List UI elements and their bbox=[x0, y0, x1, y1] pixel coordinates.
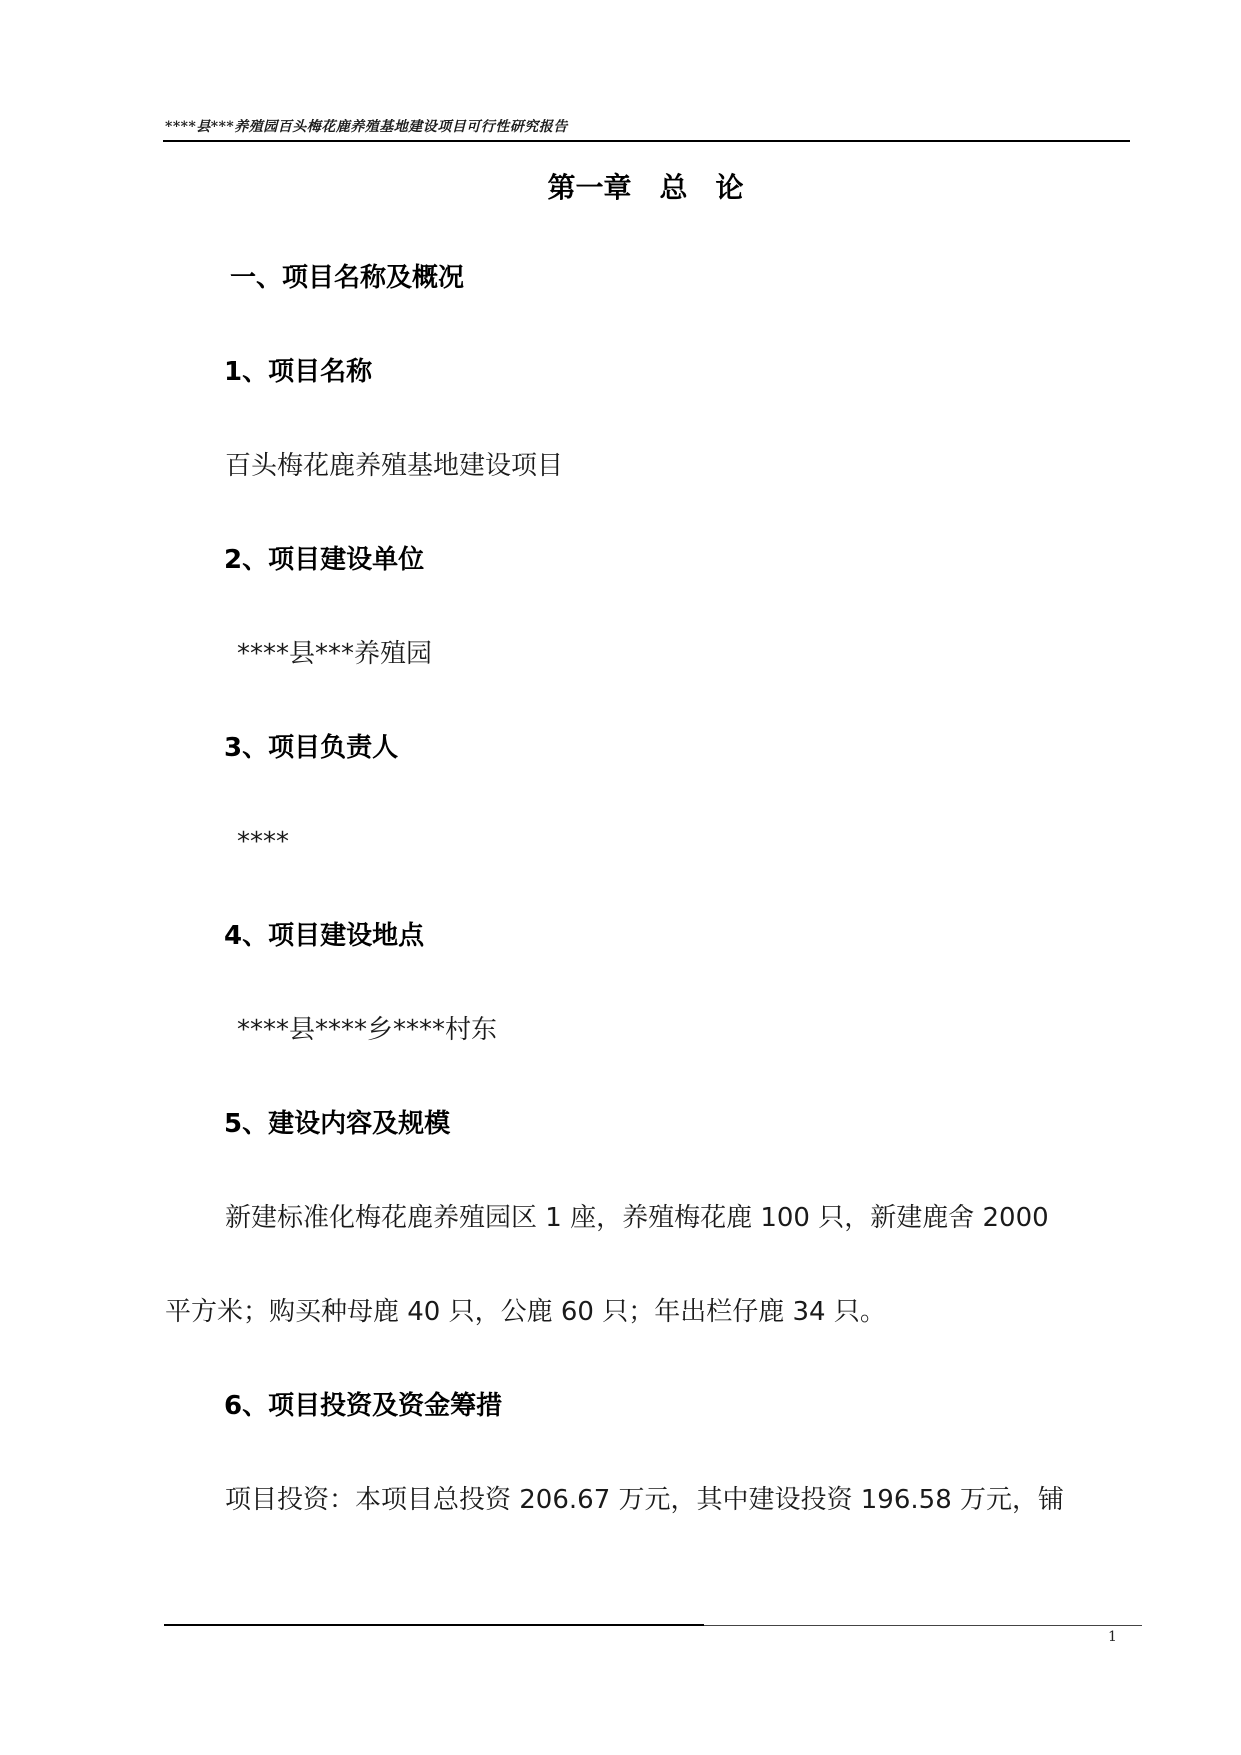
item-text-location: ****县****乡****村东 bbox=[237, 1015, 498, 1045]
footer-rule bbox=[164, 1624, 704, 1626]
item-text-scope-line2: 平方米；购买种母鹿 40 只，公鹿 60 只；年出栏仔鹿 34 只。 bbox=[165, 1297, 886, 1327]
item-text-leader: **** bbox=[237, 827, 289, 857]
footer-rule-thin bbox=[704, 1625, 1142, 1626]
item-heading-leader: 3、项目负责人 bbox=[224, 733, 399, 763]
running-header: ****县***养殖园百头梅花鹿养殖基地建设项目可行性研究报告 bbox=[165, 119, 568, 135]
item-heading-scope: 5、建设内容及规模 bbox=[224, 1109, 451, 1139]
item-heading-investment: 6、项目投资及资金筹措 bbox=[224, 1391, 503, 1421]
page-number: 1 bbox=[1108, 1629, 1117, 1645]
section-heading: 一、项目名称及概况 bbox=[230, 263, 465, 293]
item-text-name: 百头梅花鹿养殖基地建设项目 bbox=[225, 451, 564, 481]
item-heading-name: 1、项目名称 bbox=[224, 357, 373, 387]
item-text-investment-line1: 项目投资：本项目总投资 206.67 万元，其中建设投资 196.58 万元，铺 bbox=[225, 1485, 1065, 1515]
item-text-scope-line1: 新建标准化梅花鹿养殖园区 1 座，养殖梅花鹿 100 只，新建鹿舍 2000 bbox=[225, 1203, 1049, 1233]
item-heading-unit: 2、项目建设单位 bbox=[224, 545, 425, 575]
chapter-title: 第一章 总 论 bbox=[547, 171, 744, 204]
item-text-unit: ****县***养殖园 bbox=[237, 639, 433, 669]
header-rule bbox=[163, 140, 1130, 142]
item-heading-location: 4、项目建设地点 bbox=[224, 921, 425, 951]
